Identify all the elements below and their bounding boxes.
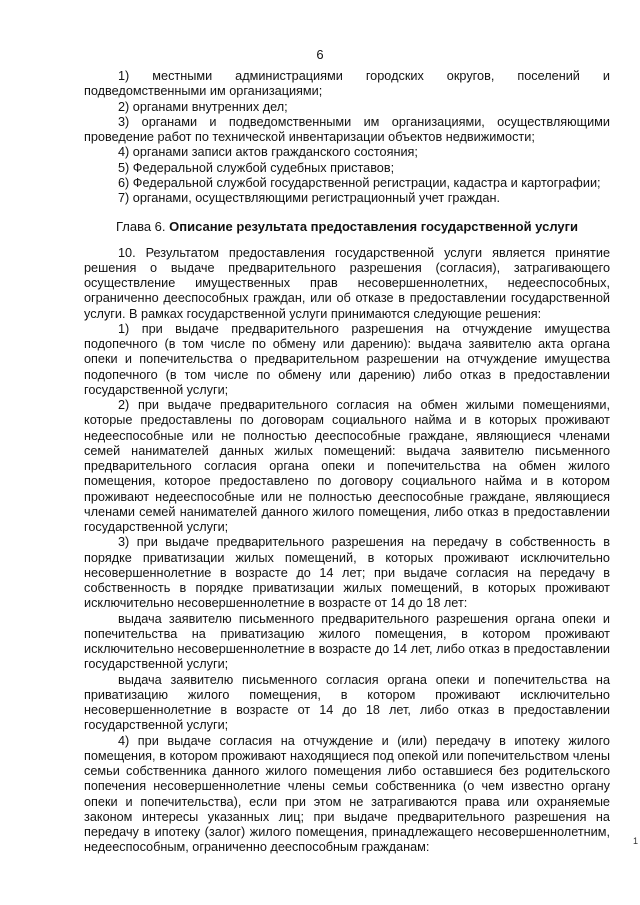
paragraph: 10. Результатом предоставления государственной услуги является принятие решения о выдаче предварительного разрешения (согласия), затрагивающего осуществление имущественных прав несовершеннолетних, недееспособных, ограниченно дееспособных граждан, или об отказе в предоставлении государственной услуги. В рамках государственной услуги принимаются следующие решения: [84, 245, 610, 321]
chapter-number: Глава 6. [115, 219, 170, 235]
chapter-title: Описание результата предоставления государственной услуги [169, 219, 579, 235]
list-item: 6) Федеральной службой государственной регистрации, кадастра и картографии; [118, 175, 601, 190]
margin-mark: 1 [632, 836, 638, 846]
paragraph: 1) при выдаче предварительного разрешения на отчуждение имущества подопечного (в том числе по обмену или дарению): выдача заявителю акта органа опеки и попечительства о предварительном разрешении на отчуждение имущества подопечного (в том числе по обмену или дарению) либо отказ в предоставлении государственной услуги; [84, 321, 610, 397]
list-item: 7) органами, осуществляющими регистрационный учет граждан. [118, 191, 500, 205]
chapter-heading [84, 219, 610, 234]
paragraph: 2) при выдаче предварительного согласия на обмен жилыми помещениями, которые предоставлены по договорам социального найма и в которых проживают недееспособные или не полностью дееспособные граждане, являющиеся членами семей нанимателей данных жилых помещений: выдача заявителю письменного предварительного согласия органа опеки и попечительства на обмен жилого помещения, которое предоставлено по договору социального найма и в котором проживают недееспособные или не полностью дееспособные граждане, являющиеся членами семей нанимателей данного жилого помещения, либо отказ в предоставлении государственной услуги; [84, 398, 610, 534]
list-item: 2) органами внутренних дел; [118, 99, 288, 114]
list-item: 3) органами и подведомственными им организациями, осуществляющими проведение работ по технической инвентаризации объектов недвижимости; [84, 114, 610, 144]
page-number: 6 [316, 47, 324, 62]
list-item: 5) Федеральной службой судебных приставов; [118, 160, 395, 175]
paragraph: выдача заявителю письменного согласия органа опеки и попечительства на приватизацию жилого помещения, в котором проживают исключительно несовершеннолетние в возрасте от 14 до 18 лет, либо отказ в предоставлении государственной услуги; [84, 672, 610, 733]
paragraph: выдача заявителю письменного предварительного разрешения органа опеки и попечительства на приватизацию жилого помещения, в котором проживают исключительно несовершеннолетние в возрасте до 14 лет, либо отказ в предоставлении государственной услуги; [84, 611, 610, 672]
list-item: 1) местными администрациями городских округов, поселений и подведомственными им организациями; [84, 69, 610, 99]
list-item: 4) органами записи актов гражданского состояния; [118, 145, 418, 160]
document-body [84, 69, 610, 856]
paragraph: 3) при выдаче предварительного разрешения на передачу в собственность в порядке приватизации жилых помещений, в которых проживают исключительно несовершеннолетние в возрасте до 14 лет; при выдаче согласия на передачу в собственность в порядке приватизации жилых помещений, в которых проживают исключительно несовершеннолетние в возрасте от 14 до 18 лет: [84, 535, 610, 611]
paragraph: 4) при выдаче согласия на отчуждение и (или) передачу в ипотеку жилого помещения, в котором проживают находящиеся под опекой или попечительством члены семьи собственника данного жилого помещения либо оставшиеся без родительского попечения несовершеннолетние члены семьи собственника (о чем известно органу опеки и попечительства), если при этом не затрагиваются права или охраняемые законом интересы указанных лиц; при выдаче предварительного разрешения на передачу в ипотеку (залог) жилого помещения, принадлежащего несовершеннолетним, недееспособным, ограниченно дееспособным гражданам: [84, 733, 610, 855]
